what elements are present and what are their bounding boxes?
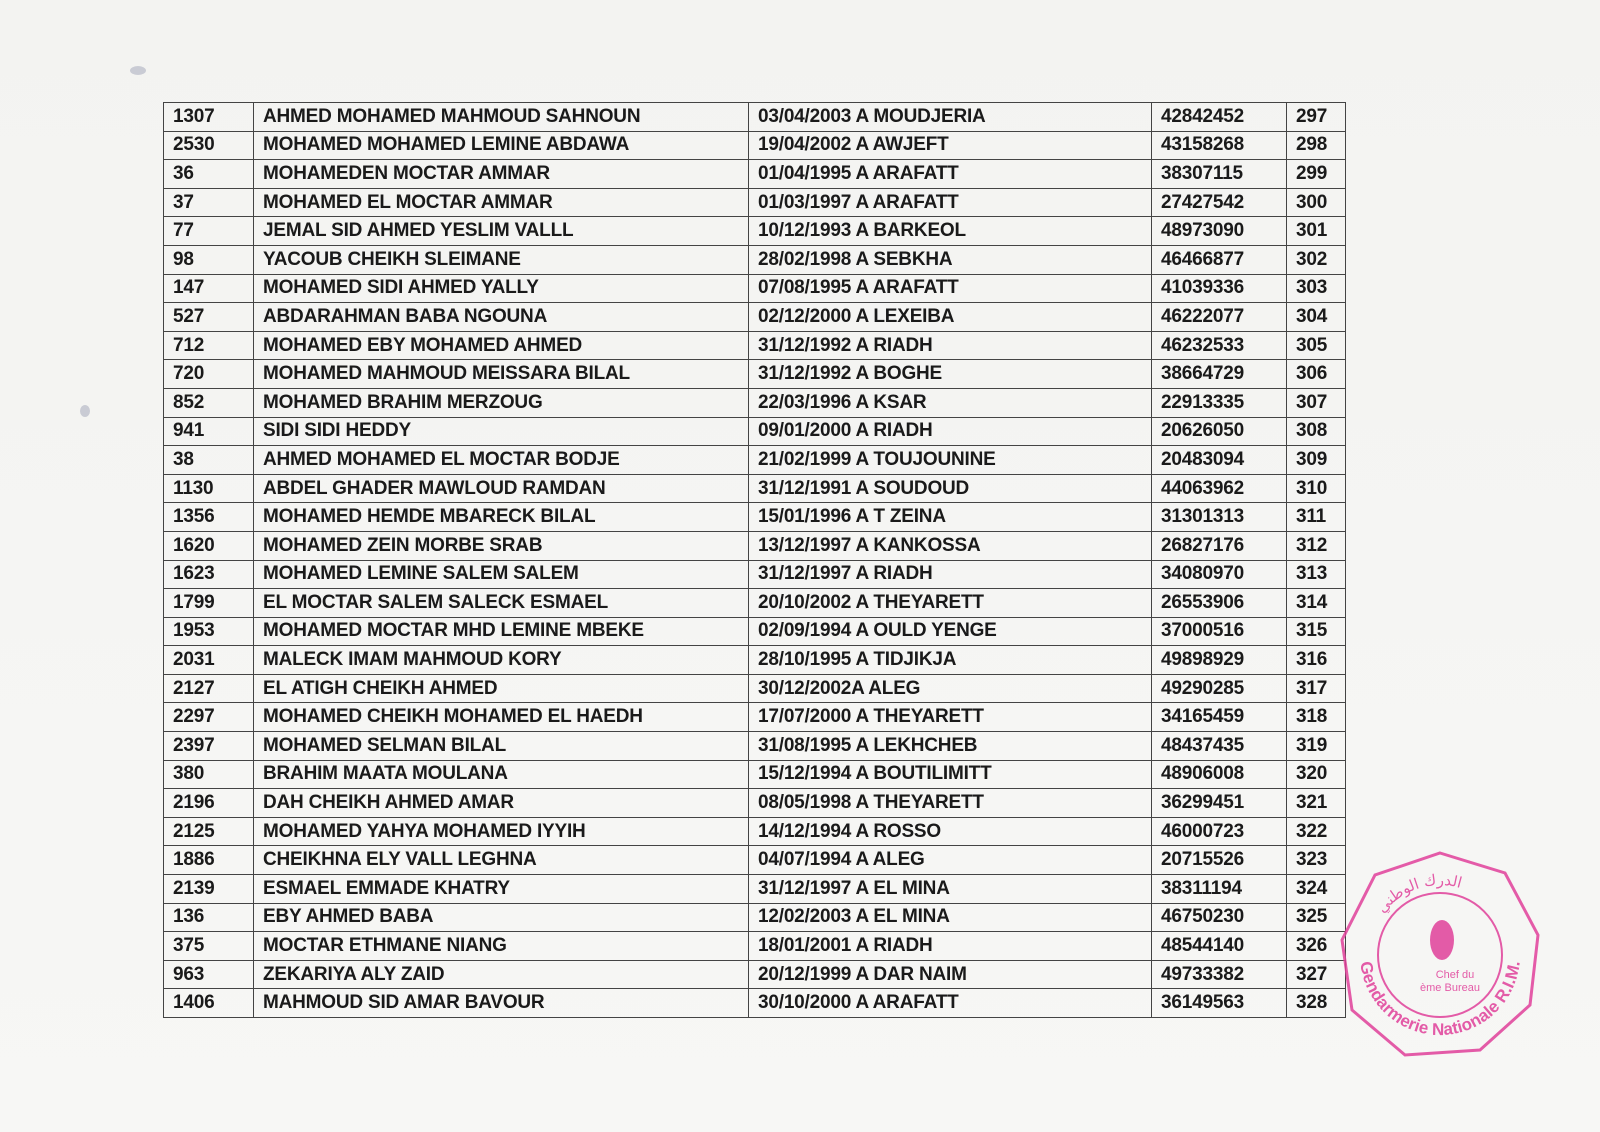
row-id-cell: 2139 <box>164 875 254 904</box>
order-number-cell: 307 <box>1287 388 1346 417</box>
row-id-cell: 720 <box>164 360 254 389</box>
table-row <box>164 646 1346 675</box>
table-row <box>164 474 1346 503</box>
table-row <box>164 960 1346 989</box>
row-id-cell: 712 <box>164 331 254 360</box>
full-name-cell: ABDEL GHADER MAWLOUD RAMDAN <box>254 474 749 503</box>
row-id-cell: 527 <box>164 303 254 332</box>
full-name-cell: MOHAMED SELMAN BILAL <box>254 732 749 761</box>
full-name-cell: MOCTAR ETHMANE NIANG <box>254 932 749 961</box>
order-number-cell: 313 <box>1287 560 1346 589</box>
birth-date-place-cell: 31/12/1991 A SOUDOUD <box>749 474 1152 503</box>
id-number-cell: 31301313 <box>1152 503 1287 532</box>
table-row <box>164 217 1346 246</box>
birth-date-place-cell: 22/03/1996 A KSAR <box>749 388 1152 417</box>
table-row <box>164 331 1346 360</box>
table-row <box>164 875 1346 904</box>
row-id-cell: 1356 <box>164 503 254 532</box>
birth-date-place-cell: 28/02/1998 A SEBKHA <box>749 245 1152 274</box>
table-row <box>164 245 1346 274</box>
id-number-cell: 43158268 <box>1152 131 1287 160</box>
id-number-cell: 22913335 <box>1152 388 1287 417</box>
order-number-cell: 319 <box>1287 732 1346 761</box>
order-number-cell: 311 <box>1287 503 1346 532</box>
full-name-cell: EL ATIGH CHEIKH AHMED <box>254 674 749 703</box>
svg-text:الدرك الوطني: الدرك الوطني <box>1372 870 1464 917</box>
table-row <box>164 903 1346 932</box>
full-name-cell: AHMED MOHAMED EL MOCTAR BODJE <box>254 446 749 475</box>
row-id-cell: 147 <box>164 274 254 303</box>
table-row <box>164 503 1346 532</box>
table-row <box>164 817 1346 846</box>
id-number-cell: 36149563 <box>1152 989 1287 1018</box>
full-name-cell: MOHAMED SIDI AHMED YALLY <box>254 274 749 303</box>
birth-date-place-cell: 10/12/1993 A BARKEOL <box>749 217 1152 246</box>
birth-date-place-cell: 21/02/1999 A TOUJOUNINE <box>749 446 1152 475</box>
birth-date-place-cell: 03/04/2003 A MOUDJERIA <box>749 103 1152 132</box>
birth-date-place-cell: 15/12/1994 A BOUTILIMITT <box>749 760 1152 789</box>
row-id-cell: 2031 <box>164 646 254 675</box>
full-name-cell: MOHAMED CHEIKH MOHAMED EL HAEDH <box>254 703 749 732</box>
birth-date-place-cell: 31/08/1995 A LEKHCHEB <box>749 732 1152 761</box>
scan-speck <box>130 66 146 75</box>
table-row <box>164 417 1346 446</box>
id-number-cell: 34080970 <box>1152 560 1287 589</box>
birth-date-place-cell: 15/01/1996 A T ZEINA <box>749 503 1152 532</box>
id-number-cell: 46222077 <box>1152 303 1287 332</box>
id-number-cell: 38664729 <box>1152 360 1287 389</box>
row-id-cell: 1620 <box>164 531 254 560</box>
id-number-cell: 48437435 <box>1152 732 1287 761</box>
birth-date-place-cell: 19/04/2002 A AWJEFT <box>749 131 1152 160</box>
order-number-cell: 301 <box>1287 217 1346 246</box>
id-number-cell: 46750230 <box>1152 903 1287 932</box>
full-name-cell: DAH CHEIKH AHMED AMAR <box>254 789 749 818</box>
birth-date-place-cell: 07/08/1995 A ARAFATT <box>749 274 1152 303</box>
full-name-cell: MOHAMED MOHAMED LEMINE ABDAWA <box>254 131 749 160</box>
id-number-cell: 38307115 <box>1152 160 1287 189</box>
order-number-cell: 303 <box>1287 274 1346 303</box>
table-row <box>164 589 1346 618</box>
table-row <box>164 617 1346 646</box>
full-name-cell: ZEKARIYA ALY ZAID <box>254 960 749 989</box>
table-row <box>164 932 1346 961</box>
full-name-cell: MAHMOUD SID AMAR BAVOUR <box>254 989 749 1018</box>
order-number-cell: 321 <box>1287 789 1346 818</box>
order-number-cell: 327 <box>1287 960 1346 989</box>
birth-date-place-cell: 20/10/2002 A THEYARETT <box>749 589 1152 618</box>
full-name-cell: ABDARAHMAN BABA NGOUNA <box>254 303 749 332</box>
birth-date-place-cell: 01/04/1995 A ARAFATT <box>749 160 1152 189</box>
birth-date-place-cell: 31/12/1992 A BOGHE <box>749 360 1152 389</box>
row-id-cell: 2127 <box>164 674 254 703</box>
full-name-cell: MOHAMED EL MOCTAR AMMAR <box>254 188 749 217</box>
full-name-cell: JEMAL SID AHMED YESLIM VALLL <box>254 217 749 246</box>
row-id-cell: 37 <box>164 188 254 217</box>
id-number-cell: 49898929 <box>1152 646 1287 675</box>
birth-date-place-cell: 12/02/2003 A EL MINA <box>749 903 1152 932</box>
svg-text:Chef du: Chef du <box>1435 969 1475 981</box>
order-number-cell: 302 <box>1287 245 1346 274</box>
birth-date-place-cell: 30/12/2002A ALEG <box>749 674 1152 703</box>
scan-speck <box>80 405 90 417</box>
full-name-cell: EL MOCTAR SALEM SALECK ESMAEL <box>254 589 749 618</box>
row-id-cell: 38 <box>164 446 254 475</box>
order-number-cell: 317 <box>1287 674 1346 703</box>
id-number-cell: 27427542 <box>1152 188 1287 217</box>
row-id-cell: 36 <box>164 160 254 189</box>
row-id-cell: 1307 <box>164 103 254 132</box>
birth-date-place-cell: 18/01/2001 A RIADH <box>749 932 1152 961</box>
table-row <box>164 360 1346 389</box>
row-id-cell: 2125 <box>164 817 254 846</box>
table-row <box>164 160 1346 189</box>
birth-date-place-cell: 09/01/2000 A RIADH <box>749 417 1152 446</box>
full-name-cell: SIDI SIDI HEDDY <box>254 417 749 446</box>
row-id-cell: 1623 <box>164 560 254 589</box>
row-id-cell: 1953 <box>164 617 254 646</box>
id-number-cell: 48906008 <box>1152 760 1287 789</box>
order-number-cell: 312 <box>1287 531 1346 560</box>
table-row <box>164 789 1346 818</box>
table-row <box>164 989 1346 1018</box>
registry-table <box>163 102 1346 1018</box>
row-id-cell: 1799 <box>164 589 254 618</box>
order-number-cell: 320 <box>1287 760 1346 789</box>
row-id-cell: 1130 <box>164 474 254 503</box>
row-id-cell: 136 <box>164 903 254 932</box>
full-name-cell: YACOUB CHEIKH SLEIMANE <box>254 245 749 274</box>
order-number-cell: 306 <box>1287 360 1346 389</box>
birth-date-place-cell: 31/12/1992 A RIADH <box>749 331 1152 360</box>
id-number-cell: 34165459 <box>1152 703 1287 732</box>
full-name-cell: MOHAMED BRAHIM MERZOUG <box>254 388 749 417</box>
full-name-cell: MOHAMED MOCTAR MHD LEMINE MBEKE <box>254 617 749 646</box>
birth-date-place-cell: 14/12/1994 A ROSSO <box>749 817 1152 846</box>
id-number-cell: 48544140 <box>1152 932 1287 961</box>
birth-date-place-cell: 31/12/1997 A RIADH <box>749 560 1152 589</box>
full-name-cell: BRAHIM MAATA MOULANA <box>254 760 749 789</box>
id-number-cell: 49733382 <box>1152 960 1287 989</box>
table-row <box>164 274 1346 303</box>
order-number-cell: 316 <box>1287 646 1346 675</box>
row-id-cell: 2196 <box>164 789 254 818</box>
full-name-cell: MALECK IMAM MAHMOUD KORY <box>254 646 749 675</box>
table-row <box>164 732 1346 761</box>
order-number-cell: 305 <box>1287 331 1346 360</box>
birth-date-place-cell: 02/12/2000 A LEXEIBA <box>749 303 1152 332</box>
id-number-cell: 20626050 <box>1152 417 1287 446</box>
row-id-cell: 963 <box>164 960 254 989</box>
row-id-cell: 2297 <box>164 703 254 732</box>
table-row <box>164 760 1346 789</box>
id-number-cell: 20715526 <box>1152 846 1287 875</box>
table-row <box>164 446 1346 475</box>
table-row <box>164 103 1346 132</box>
table-row <box>164 703 1346 732</box>
order-number-cell: 325 <box>1287 903 1346 932</box>
birth-date-place-cell: 30/10/2000 A ARAFATT <box>749 989 1152 1018</box>
birth-date-place-cell: 08/05/1998 A THEYARETT <box>749 789 1152 818</box>
full-name-cell: MOHAMED EBY MOHAMED AHMED <box>254 331 749 360</box>
id-number-cell: 20483094 <box>1152 446 1287 475</box>
full-name-cell: MOHAMED MAHMOUD MEISSARA BILAL <box>254 360 749 389</box>
table-row <box>164 388 1346 417</box>
full-name-cell: MOHAMED ZEIN MORBE SRAB <box>254 531 749 560</box>
table-row <box>164 846 1346 875</box>
order-number-cell: 326 <box>1287 932 1346 961</box>
id-number-cell: 46000723 <box>1152 817 1287 846</box>
order-number-cell: 323 <box>1287 846 1346 875</box>
row-id-cell: 1406 <box>164 989 254 1018</box>
full-name-cell: EBY AHMED BABA <box>254 903 749 932</box>
order-number-cell: 310 <box>1287 474 1346 503</box>
id-number-cell: 42842452 <box>1152 103 1287 132</box>
order-number-cell: 324 <box>1287 875 1346 904</box>
order-number-cell: 314 <box>1287 589 1346 618</box>
order-number-cell: 308 <box>1287 417 1346 446</box>
birth-date-place-cell: 04/07/1994 A ALEG <box>749 846 1152 875</box>
id-number-cell: 36299451 <box>1152 789 1287 818</box>
order-number-cell: 298 <box>1287 131 1346 160</box>
id-number-cell: 44063962 <box>1152 474 1287 503</box>
row-id-cell: 77 <box>164 217 254 246</box>
id-number-cell: 41039336 <box>1152 274 1287 303</box>
order-number-cell: 300 <box>1287 188 1346 217</box>
row-id-cell: 380 <box>164 760 254 789</box>
birth-date-place-cell: 17/07/2000 A THEYARETT <box>749 703 1152 732</box>
birth-date-place-cell: 28/10/1995 A TIDJIKJA <box>749 646 1152 675</box>
order-number-cell: 297 <box>1287 103 1346 132</box>
order-number-cell: 304 <box>1287 303 1346 332</box>
table-row <box>164 188 1346 217</box>
birth-date-place-cell: 02/09/1994 A OULD YENGE <box>749 617 1152 646</box>
table-row <box>164 303 1346 332</box>
row-id-cell: 852 <box>164 388 254 417</box>
order-number-cell: 318 <box>1287 703 1346 732</box>
order-number-cell: 315 <box>1287 617 1346 646</box>
birth-date-place-cell: 13/12/1997 A KANKOSSA <box>749 531 1152 560</box>
full-name-cell: MOHAMED YAHYA MOHAMED IYYIH <box>254 817 749 846</box>
id-number-cell: 37000516 <box>1152 617 1287 646</box>
gendarmerie-stamp <box>1330 845 1550 1065</box>
table-row <box>164 131 1346 160</box>
id-number-cell: 48973090 <box>1152 217 1287 246</box>
full-name-cell: MOHAMED LEMINE SALEM SALEM <box>254 560 749 589</box>
row-id-cell: 2530 <box>164 131 254 160</box>
id-number-cell: 49290285 <box>1152 674 1287 703</box>
row-id-cell: 375 <box>164 932 254 961</box>
id-number-cell: 46232533 <box>1152 331 1287 360</box>
row-id-cell: 1886 <box>164 846 254 875</box>
table-row <box>164 560 1346 589</box>
id-number-cell: 38311194 <box>1152 875 1287 904</box>
order-number-cell: 309 <box>1287 446 1346 475</box>
table-row <box>164 674 1346 703</box>
full-name-cell: ESMAEL EMMADE KHATRY <box>254 875 749 904</box>
order-number-cell: 328 <box>1287 989 1346 1018</box>
id-number-cell: 26827176 <box>1152 531 1287 560</box>
birth-date-place-cell: 31/12/1997 A EL MINA <box>749 875 1152 904</box>
full-name-cell: MOHAMEDEN MOCTAR AMMAR <box>254 160 749 189</box>
svg-text:ème Bureau: ème Bureau <box>1420 982 1480 994</box>
order-number-cell: 322 <box>1287 817 1346 846</box>
id-number-cell: 26553906 <box>1152 589 1287 618</box>
table-row <box>164 531 1346 560</box>
full-name-cell: AHMED MOHAMED MAHMOUD SAHNOUN <box>254 103 749 132</box>
full-name-cell: CHEIKHNA ELY VALL LEGHNA <box>254 846 749 875</box>
row-id-cell: 2397 <box>164 732 254 761</box>
id-number-cell: 46466877 <box>1152 245 1287 274</box>
row-id-cell: 98 <box>164 245 254 274</box>
svg-text:Gendarmerie Nationale R.I.M.: Gendarmerie Nationale R.I.M. <box>1356 959 1524 1040</box>
order-number-cell: 299 <box>1287 160 1346 189</box>
birth-date-place-cell: 20/12/1999 A DAR NAIM <box>749 960 1152 989</box>
row-id-cell: 941 <box>164 417 254 446</box>
birth-date-place-cell: 01/03/1997 A ARAFATT <box>749 188 1152 217</box>
full-name-cell: MOHAMED HEMDE MBARECK BILAL <box>254 503 749 532</box>
